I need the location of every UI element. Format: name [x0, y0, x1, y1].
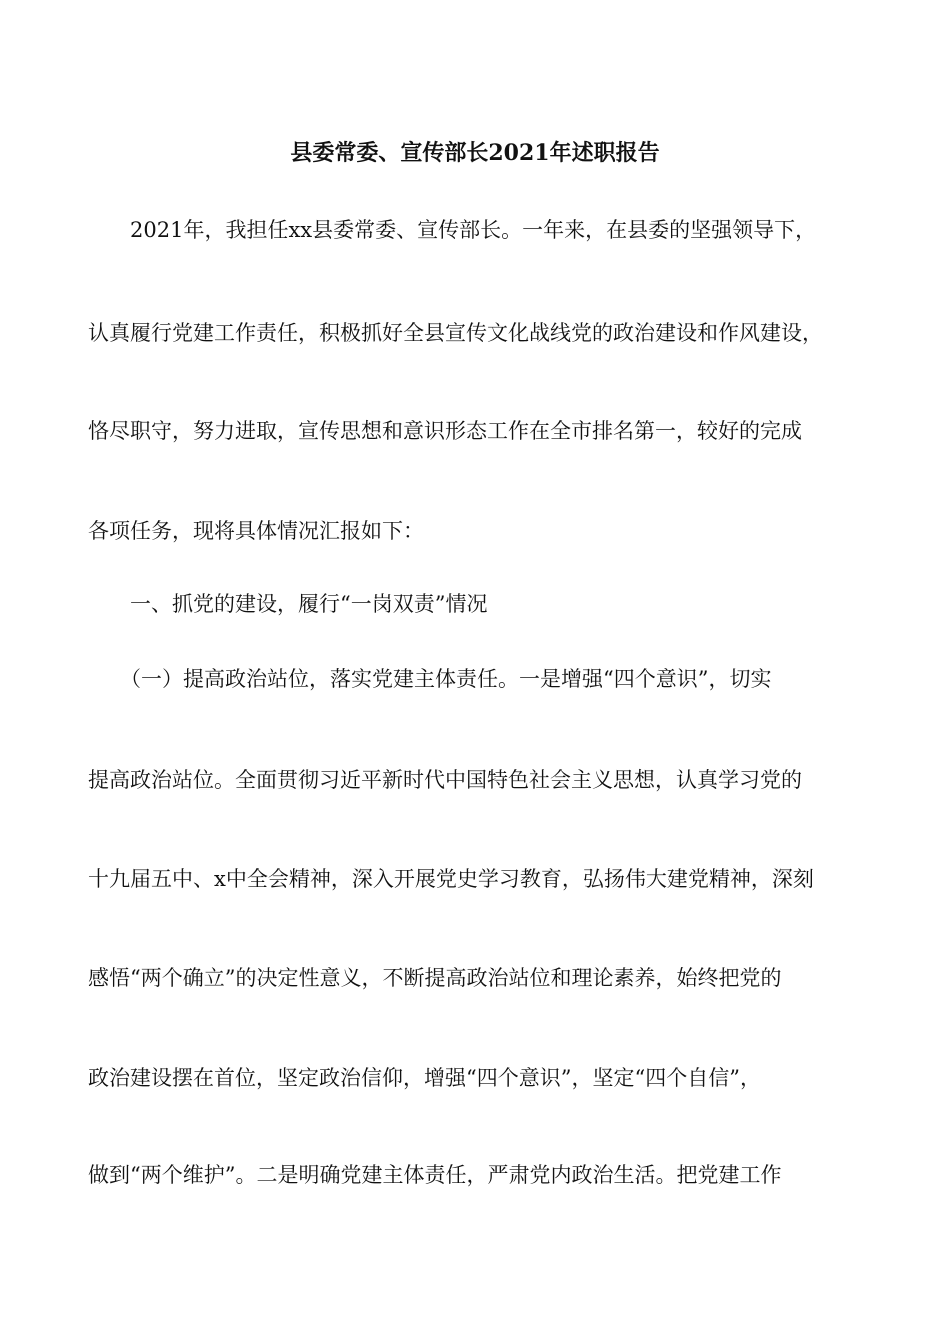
- section-heading: 一、抓党的建设，履行“一岗双责”情况: [130, 592, 488, 616]
- paragraph-line: （一）提高政治站位，落实党建主体责任。一是增强“四个意识”，切实: [120, 667, 772, 691]
- paragraph-line: 认真履行党建工作责任，积极抓好全县宣传文化战线党的政治建设和作风建设，: [88, 321, 823, 345]
- paragraph-line: 感悟“两个确立”的决定性意义，不断提高政治站位和理论素养，始终把党的: [88, 966, 782, 990]
- document-title: 县委常委、宣传部长2021年述职报告: [290, 140, 660, 166]
- paragraph-line: 恪尽职守，努力进取，宣传思想和意识形态工作在全市排名第一，较好的完成: [88, 419, 802, 443]
- paragraph-line: 十九届五中、x中全会精神，深入开展党史学习教育，弘扬伟大建党精神，深刻: [88, 867, 814, 891]
- paragraph-line: 政治建设摆在首位，坚定政治信仰，增强“四个意识”，坚定“四个自信”，: [88, 1066, 761, 1090]
- paragraph-line: 2021年，我担任xx县委常委、宣传部长。一年来，在县委的坚强领导下，: [130, 218, 817, 242]
- paragraph-line: 做到“两个维护”。二是明确党建主体责任，严肃党内政治生活。把党建工作: [88, 1163, 782, 1187]
- paragraph-line: 各项任务，现将具体情况汇报如下：: [88, 519, 424, 543]
- paragraph-line: 提高政治站位。全面贯彻习近平新时代中国特色社会主义思想，认真学习党的: [88, 768, 802, 792]
